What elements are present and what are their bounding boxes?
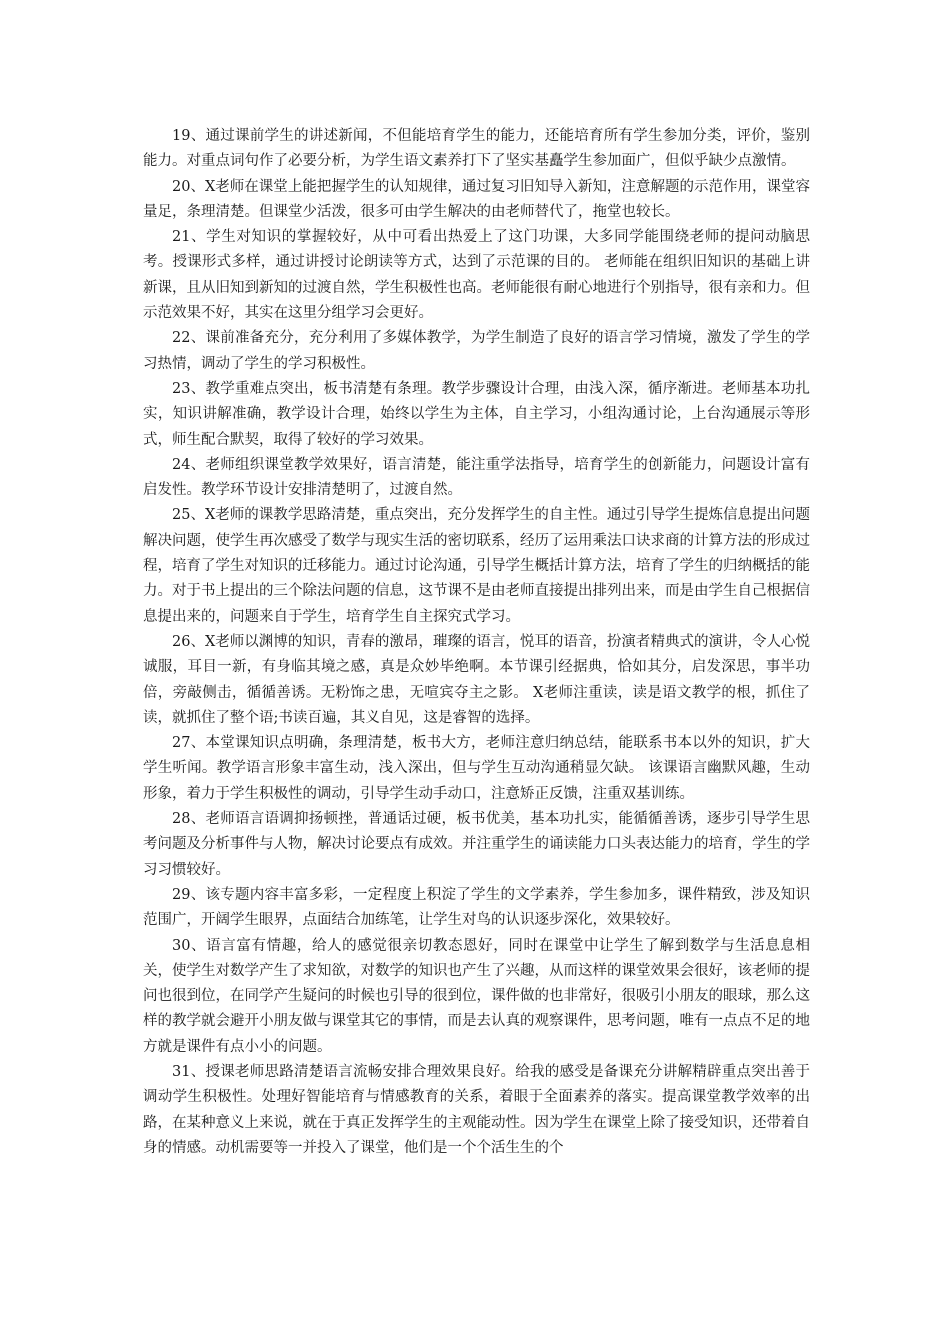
paragraph-22: 22、课前准备充分，充分利用了多媒体教学，为学生制造了良好的语言学习情境，激发了学生的学习热情，调动了学生的学习积极性。 [143, 330, 810, 372]
paragraph-19: 19、通过课前学生的讲述新闻，不但能培育学生的能力，还能培育所有学生参加分类，评价，鉴别能力。对重点词句作了必要分析，为学生语文素养打下了坚实基矗学生参加面广，但似乎缺少点激情。 [143, 128, 810, 170]
paragraph-31: 31、授课老师思路清楚语言流畅安排合理效果良好。给我的感受是备课充分讲解精辟重点突出善于调动学生积极性。处理好智能培育与情感教育的关系，着眼于全面素养的落实。提高课堂教学效率的出路，在某种意义上来说，就在于真正发挥学生的主观能动性。因为学生在课堂上除了接受知识，还带着自身的情感。动机需要等一并投入了课堂，他们是一个个活生生的个 [143, 1063, 810, 1156]
paragraph-26: 26、X老师以渊博的知识，青春的激昂，璀璨的语言，悦耳的语音，扮演者精典式的演讲，令人心悦诚服，耳目一新，有身临其境之感，真是众妙毕绝啊。本节课引经据典，恰如其分，启发深思，事半功倍，旁敲侧击，循循善诱。无粉饰之患，无喧宾夺主之影。 X老师注重读，读是语文教学的根，抓住了读，就抓住了整个语;书读百遍，其义自见，这是睿智的选择。 [143, 633, 810, 726]
paragraph-24: 24、老师组织课堂教学效果好，语言清楚，能注重学法指导，培育学生的创新能力，问题设计富有启发性。教学环节设计安排清楚明了，过渡自然。 [143, 456, 810, 499]
paragraph-25: 25、X老师的课教学思路清楚，重点突出，充分发挥学生的自主性。通过引导学生提炼信息提出问题解决问题，使学生再次感受了数学与现实生活的密切联系，经历了运用乘法口诀求商的计算方法的形成过程，培育了学生对知识的迁移能力。通过讨论沟通，引导学生概括计算方法，培育了学生的归纳概括的能力。对于书上提出的三个除法问题的信息，这节课不是由老师直接提出排列出来，而是由学生自己根据信息提出来的，问题来自于学生，培育学生自主探究式学习。 [143, 507, 810, 625]
paragraph-21: 21、学生对知识的掌握较好，从中可看出热爱上了这门功课，大多同学能围绕老师的提问动脑思考。授课形式多样，通过讲授讨论朗读等方式，达到了示范课的目的。 老师能在组织旧知识的基础上讲新课，且从旧知到新知的过渡自然，学生积极性也高。老师能很有耐心地进行个别指导，很有亲和力。但示范效果不好，其实在这里分组学习会更好。 [143, 229, 810, 322]
paragraph-20: 20、X老师在课堂上能把握学生的认知规律，通过复习旧知导入新知，注意解题的示范作用，课堂容量足，条理清楚。但课堂少活泼，很多可由学生解决的由老师替代了，拖堂也较长。 [143, 178, 810, 220]
paragraph-23: 23、教学重难点突出，板书清楚有条理。教学步骤设计合理，由浅入深，循序渐进。老师基本功扎实，知识讲解准确，教学设计合理，始终以学生为主体，自主学习，小组沟通讨论，上台沟通展示等形式，师生配合默契，取得了较好的学习效果。 [143, 380, 810, 448]
document-body [143, 124, 810, 1161]
paragraph-27: 27、本堂课知识点明确，条理清楚，板书大方，老师注意归纳总结，能联系书本以外的知识，扩大学生听闻。教学语言形象丰富生动，浅入深出，但与学生互动沟通稍显欠缺。 该课语言幽默风趣，生动形象，着力于学生积极性的调动，引导学生动手动口，注意矫正反馈，注重双基训练。 [143, 735, 810, 802]
paragraph-28: 28、老师语言语调抑扬顿挫，普通话过硬，板书优美，基本功扎实，能循循善诱，逐步引导学生思考问题及分析事件与人物，解决讨论要点有成效。并注重学生的诵读能力口头表达能力的培育，学生的学习习惯较好。 [143, 811, 810, 878]
paragraph-30: 30、语言富有情趣，给人的感觉很亲切教态恩好，同时在课堂中让学生了解到数学与生活息息相关，使学生对数学产生了求知欲，对数学的知识也产生了兴趣，从而这样的课堂效果会很好，该老师的提问也很到位，在同学产生疑问的时候也引导的很到位，课件做的也非常好，很吸引小朋友的眼球，那么这样的教学就会避开小朋友做与课堂其它的事情，而是去认真的观察课件，思考问题，唯有一点点不足的地方就是课件有点小小的问题。 [143, 937, 810, 1055]
paragraph-29: 29、该专题内容丰富多彩，一定程度上积淀了学生的文学素养，学生参加多，课件精致，涉及知识范围广，开阔学生眼界，点面结合加练笔，让学生对鸟的认识逐步深化，效果较好。 [143, 886, 810, 929]
